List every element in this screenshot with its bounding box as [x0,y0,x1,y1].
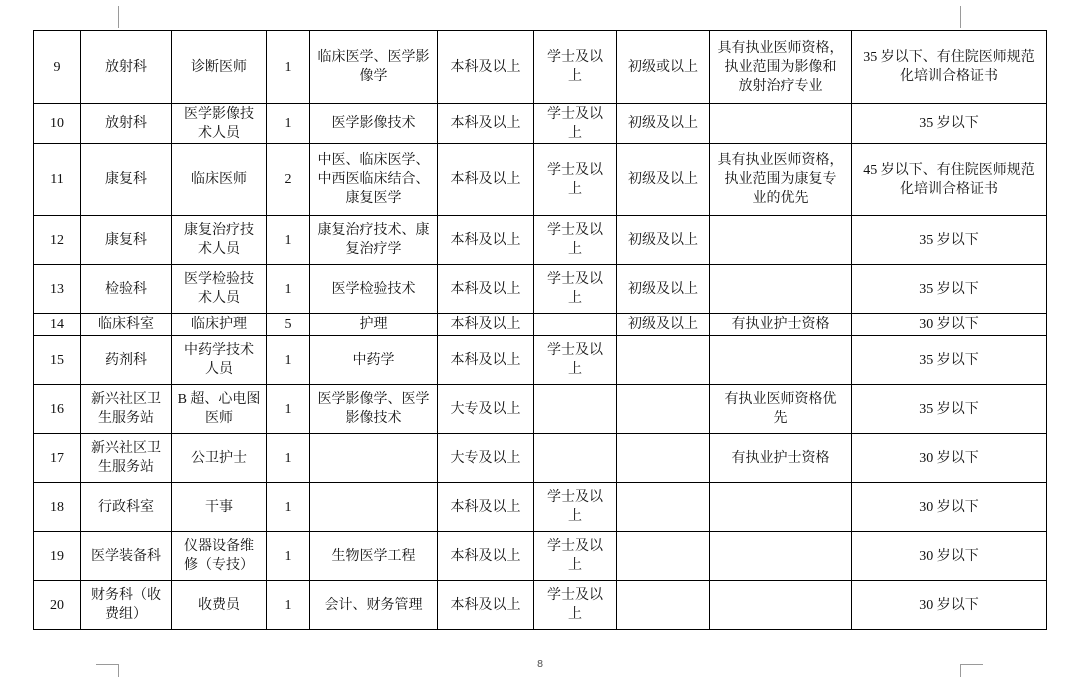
position-cell: 仪器设备维 修（专技） [172,532,267,581]
headcount-cell: 1 [267,336,310,385]
age-requirement-cell: 35 岁以下 [852,265,1047,314]
number-cell: 16 [34,385,81,434]
position-cell: 临床医师 [172,144,267,216]
table-row [34,104,1047,144]
department-cell: 放射科 [81,104,172,144]
department-cell: 财务科（收 费组） [81,581,172,630]
position-cell: 医学影像技 术人员 [172,104,267,144]
degree-cell: 学士及以 上 [534,265,617,314]
headcount-cell: 1 [267,434,310,483]
headcount-cell: 5 [267,314,310,336]
headcount-cell: 1 [267,581,310,630]
degree-cell [534,314,617,336]
other-requirements-cell [710,104,852,144]
recruitment-table [33,30,1047,630]
major-cell: 中药学 [310,336,438,385]
major-cell: 临床医学、医学影 像学 [310,31,438,104]
degree-cell: 学士及以 上 [534,532,617,581]
table-row [34,31,1047,104]
major-cell: 医学影像技术 [310,104,438,144]
number-cell: 19 [34,532,81,581]
page-number: 8 [536,659,544,670]
number-cell: 20 [34,581,81,630]
department-cell: 药剂科 [81,336,172,385]
number-cell: 14 [34,314,81,336]
department-cell: 临床科室 [81,314,172,336]
major-cell: 生物医学工程 [310,532,438,581]
age-requirement-cell: 30 岁以下 [852,532,1047,581]
age-requirement-cell: 30 岁以下 [852,434,1047,483]
number-cell: 10 [34,104,81,144]
position-cell: B 超、心电图 医师 [172,385,267,434]
position-cell: 临床护理 [172,314,267,336]
title-cell [617,385,710,434]
department-cell: 检验科 [81,265,172,314]
department-cell: 康复科 [81,216,172,265]
table-row [34,216,1047,265]
table-row [34,336,1047,385]
age-requirement-cell: 35 岁以下、有住院医师规范 化培训合格证书 [852,31,1047,104]
number-cell: 18 [34,483,81,532]
crop-mark-bottom-left-vertical [118,664,119,677]
position-cell: 康复治疗技 术人员 [172,216,267,265]
crop-mark-top-left [118,6,119,28]
degree-cell [534,434,617,483]
education-cell: 大专及以上 [438,434,534,483]
number-cell: 12 [34,216,81,265]
table-row [34,581,1047,630]
degree-cell: 学士及以 上 [534,483,617,532]
crop-mark-top-right [960,6,961,28]
education-cell: 本科及以上 [438,31,534,104]
other-requirements-cell: 具有执业医师资格， 执业范围为影像和 放射治疗专业 [710,31,852,104]
major-cell: 医学影像学、医学 影像技术 [310,385,438,434]
age-requirement-cell: 35 岁以下 [852,385,1047,434]
headcount-cell: 1 [267,385,310,434]
department-cell: 新兴社区卫 生服务站 [81,434,172,483]
major-cell: 护理 [310,314,438,336]
other-requirements-cell: 有执业护士资格 [710,314,852,336]
title-cell: 初级及以上 [617,314,710,336]
title-cell [617,532,710,581]
table-row [34,483,1047,532]
title-cell [617,483,710,532]
table-row [34,532,1047,581]
headcount-cell: 1 [267,216,310,265]
department-cell: 新兴社区卫 生服务站 [81,385,172,434]
position-cell: 收费员 [172,581,267,630]
table-row [34,385,1047,434]
age-requirement-cell: 30 岁以下 [852,314,1047,336]
number-cell: 15 [34,336,81,385]
education-cell: 本科及以上 [438,104,534,144]
degree-cell: 学士及以 上 [534,31,617,104]
other-requirements-cell [710,216,852,265]
major-cell [310,483,438,532]
age-requirement-cell: 45 岁以下、有住院医师规范 化培训合格证书 [852,144,1047,216]
age-requirement-cell: 35 岁以下 [852,104,1047,144]
age-requirement-cell: 30 岁以下 [852,483,1047,532]
number-cell: 9 [34,31,81,104]
crop-mark-bottom-right-horizontal [960,664,983,665]
degree-cell: 学士及以 上 [534,104,617,144]
title-cell [617,581,710,630]
major-cell [310,434,438,483]
crop-mark-bottom-left-horizontal [96,664,119,665]
other-requirements-cell [710,581,852,630]
crop-mark-bottom-right-vertical [960,664,961,677]
other-requirements-cell [710,483,852,532]
degree-cell: 学士及以 上 [534,216,617,265]
education-cell: 本科及以上 [438,265,534,314]
headcount-cell: 1 [267,483,310,532]
age-requirement-cell: 35 岁以下 [852,216,1047,265]
major-cell: 会计、财务管理 [310,581,438,630]
title-cell: 初级或以上 [617,31,710,104]
title-cell [617,336,710,385]
other-requirements-cell [710,336,852,385]
position-cell: 公卫护士 [172,434,267,483]
headcount-cell: 1 [267,265,310,314]
education-cell: 大专及以上 [438,385,534,434]
other-requirements-cell: 具有执业医师资格， 执业范围为康复专 业的优先 [710,144,852,216]
department-cell: 放射科 [81,31,172,104]
number-cell: 17 [34,434,81,483]
department-cell: 康复科 [81,144,172,216]
table-row [34,434,1047,483]
position-cell: 干事 [172,483,267,532]
table-row [34,265,1047,314]
headcount-cell: 2 [267,144,310,216]
department-cell: 医学装备科 [81,532,172,581]
degree-cell: 学士及以 上 [534,581,617,630]
other-requirements-cell [710,265,852,314]
title-cell [617,434,710,483]
table-row [34,314,1047,336]
major-cell: 医学检验技术 [310,265,438,314]
degree-cell [534,385,617,434]
position-cell: 诊断医师 [172,31,267,104]
other-requirements-cell: 有执业医师资格优 先 [710,385,852,434]
headcount-cell: 1 [267,31,310,104]
position-cell: 医学检验技 术人员 [172,265,267,314]
headcount-cell: 1 [267,104,310,144]
education-cell: 本科及以上 [438,216,534,265]
major-cell: 康复治疗技术、康 复治疗学 [310,216,438,265]
title-cell: 初级及以上 [617,104,710,144]
education-cell: 本科及以上 [438,532,534,581]
other-requirements-cell: 有执业护士资格 [710,434,852,483]
title-cell: 初级及以上 [617,216,710,265]
title-cell: 初级及以上 [617,144,710,216]
department-cell: 行政科室 [81,483,172,532]
age-requirement-cell: 35 岁以下 [852,336,1047,385]
education-cell: 本科及以上 [438,314,534,336]
education-cell: 本科及以上 [438,483,534,532]
degree-cell: 学士及以 上 [534,336,617,385]
degree-cell: 学士及以 上 [534,144,617,216]
position-cell: 中药学技术 人员 [172,336,267,385]
number-cell: 11 [34,144,81,216]
education-cell: 本科及以上 [438,144,534,216]
major-cell: 中医、临床医学、 中西医临床结合、 康复医学 [310,144,438,216]
title-cell: 初级及以上 [617,265,710,314]
headcount-cell: 1 [267,532,310,581]
other-requirements-cell [710,532,852,581]
table-row [34,144,1047,216]
age-requirement-cell: 30 岁以下 [852,581,1047,630]
education-cell: 本科及以上 [438,336,534,385]
number-cell: 13 [34,265,81,314]
education-cell: 本科及以上 [438,581,534,630]
